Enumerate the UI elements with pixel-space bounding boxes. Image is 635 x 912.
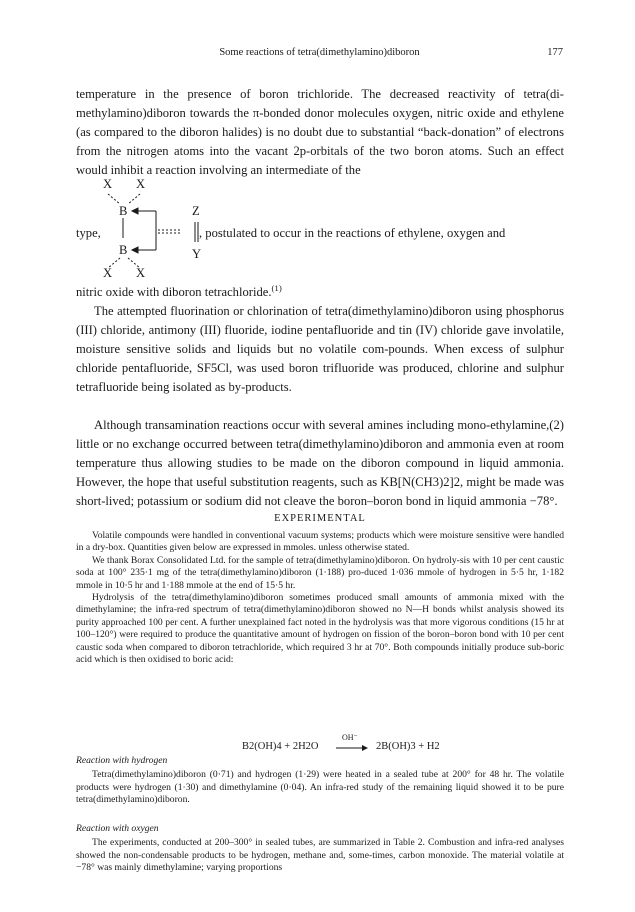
running-header [76, 47, 563, 61]
experimental-block-hydrogen [76, 755, 564, 807]
paragraph-nitric-oxide [76, 283, 564, 302]
struct-x-top-right: X [136, 177, 146, 191]
struct-x-bottom-left: X [103, 266, 113, 280]
paragraph-intro-text: temperature in the presence of boron trichloride. The decreased reactivity of tetra(di-methylamino)diboron towards the π-bonded donor molecules oxygen, nitric oxide and ethylene (as compared to the diboron halides) is no doubt due to substantial “back-donation” of electrons from the nitrogen atoms into the vacant 2p-orbitals of the two boron atoms. Such an effect would inhibit a reaction involving an intermediate of the [76, 87, 564, 177]
reaction-arrow-icon [336, 744, 368, 752]
struct-trailing-text: , postulated to occur in the reactions of ethylene, oxygen and [199, 226, 506, 240]
struct-b-bottom: B [119, 243, 128, 257]
struct-y: Y [192, 247, 202, 261]
subheading-reaction-oxygen: Reaction with oxygen [76, 823, 159, 834]
running-title: Some reactions of tetra(dimethylamino)diboron [219, 47, 420, 58]
section-heading-experimental: EXPERIMENTAL [274, 513, 366, 524]
experimental-p3: Hydrolysis of the tetra(dimethylamino)diboron sometimes produced small amounts of ammonia mixed with the dimethylamine; the infra-red spectrum of tetra(dimethylamino)diboron showed no N—H bonds whilst analysis showed its purity approached 100 per cent. A further unexplained fact noted in the hydrolysis was that more vigorous conditions (15 hr at 100–120°) were required to produce the quantitative amount of hydrogen on fission of the boron–boron bond with 10 per cent caustic soda when compared to diboron tetrachloride, which required 3 hr at 70°. Both compounds initially produce sub-boric acid which is then oxidised to boric acid: [76, 592, 564, 666]
equation-lhs: B2(OH)4 + 2H2O [242, 741, 319, 752]
page-number: 177 [547, 47, 563, 58]
equation-rhs: 2B(OH)3 + H2 [376, 741, 440, 752]
paragraph-nitric-oxide-text: nitric oxide with diboron tetrachloride. [76, 285, 272, 299]
struct-x-top-left: X [103, 177, 113, 191]
paragraph-intro [76, 85, 564, 180]
struct-z: Z [192, 204, 200, 218]
reference-1: (1) [271, 282, 282, 293]
paragraph-transamination [76, 416, 564, 511]
subheading-reaction-hydrogen: Reaction with hydrogen [76, 755, 168, 766]
struct-type-prefix: type, [76, 226, 101, 240]
experimental-block-1 [76, 530, 564, 666]
paragraph-fluorination [76, 302, 564, 397]
struct-b-top: B [119, 204, 128, 218]
experimental-p2: We thank Borax Consolidated Ltd. for the sample of tetra(dimethylamino)diboron. On hydroly-sis with 10 per cent caustic soda at 100° 235·1 mg of the tetra(dimethylamino)diboron (1·188) pro-duced 1·036 mmole of hydrogen in 5·5 hr, 1·182 mmole in 10·5 hr and 1·188 mmole at the end of 15·5 hr. [76, 554, 564, 591]
paragraph-transamination-text: Although transamination reactions occur with several amines including mono-ethylamine,(2) little or no exchange occurred between tetra(dimethylamino)diboron and ammonia even at room temperature thus allowing studies to be made on the diboron compound in liquid ammonia. However, the hope that useful substitution reagents, such as KB[N(CH3)2]2, might be made was short-lived; potassium or sodium did not cleave the boron–boron bond in liquid ammonia −78°. [76, 418, 564, 508]
experimental-p1: Volatile compounds were handled in conventional vacuum systems; products which were moisture sensitive were handled in a dry-box. Quantities given below are expressed in mmoles. unless otherwise stated. [76, 530, 564, 554]
structure-bonds [100, 190, 200, 270]
experimental-p4: Tetra(dimethylamino)diboron (0·71) and hydrogen (1·29) were heated in a sealed tube at 200° for 48 hr. The volatile products were hydrogen (1·30) and dimethylamine (0·04). An infra-red study of the remaining liquid showed it to be pure tetra(dimethylamino)diboron. [76, 769, 564, 806]
struct-x-bottom-right: X [136, 266, 146, 280]
equation-catalyst: OH⁻ [342, 733, 358, 742]
paragraph-fluorination-text: The attempted fluorination or chlorination of tetra(dimethylamino)diboron using phosphorus (III) chloride, antimony (III) fluoride, iodine pentafluoride and tin (IV) chloride gave involatile, moisture sensitive solids and liquids but no volatile com-pounds. When excess of sulphur chloride pentafluoride, SF5Cl, was used boron trifluoride was produced, chlorine and sulphur tetrafluoride being isolated as by-products. [76, 304, 564, 394]
experimental-block-oxygen [76, 823, 564, 875]
experimental-p5: The experiments, conducted at 200–300° in sealed tubes, are summarized in Table 2. Combustion and infra-red analyses showed the non-condensable products to be hydrogen, methane and, some-times, carbon monoxide. The material volatile at −78° was mainly dimethylamine; varying proportions [76, 837, 564, 874]
